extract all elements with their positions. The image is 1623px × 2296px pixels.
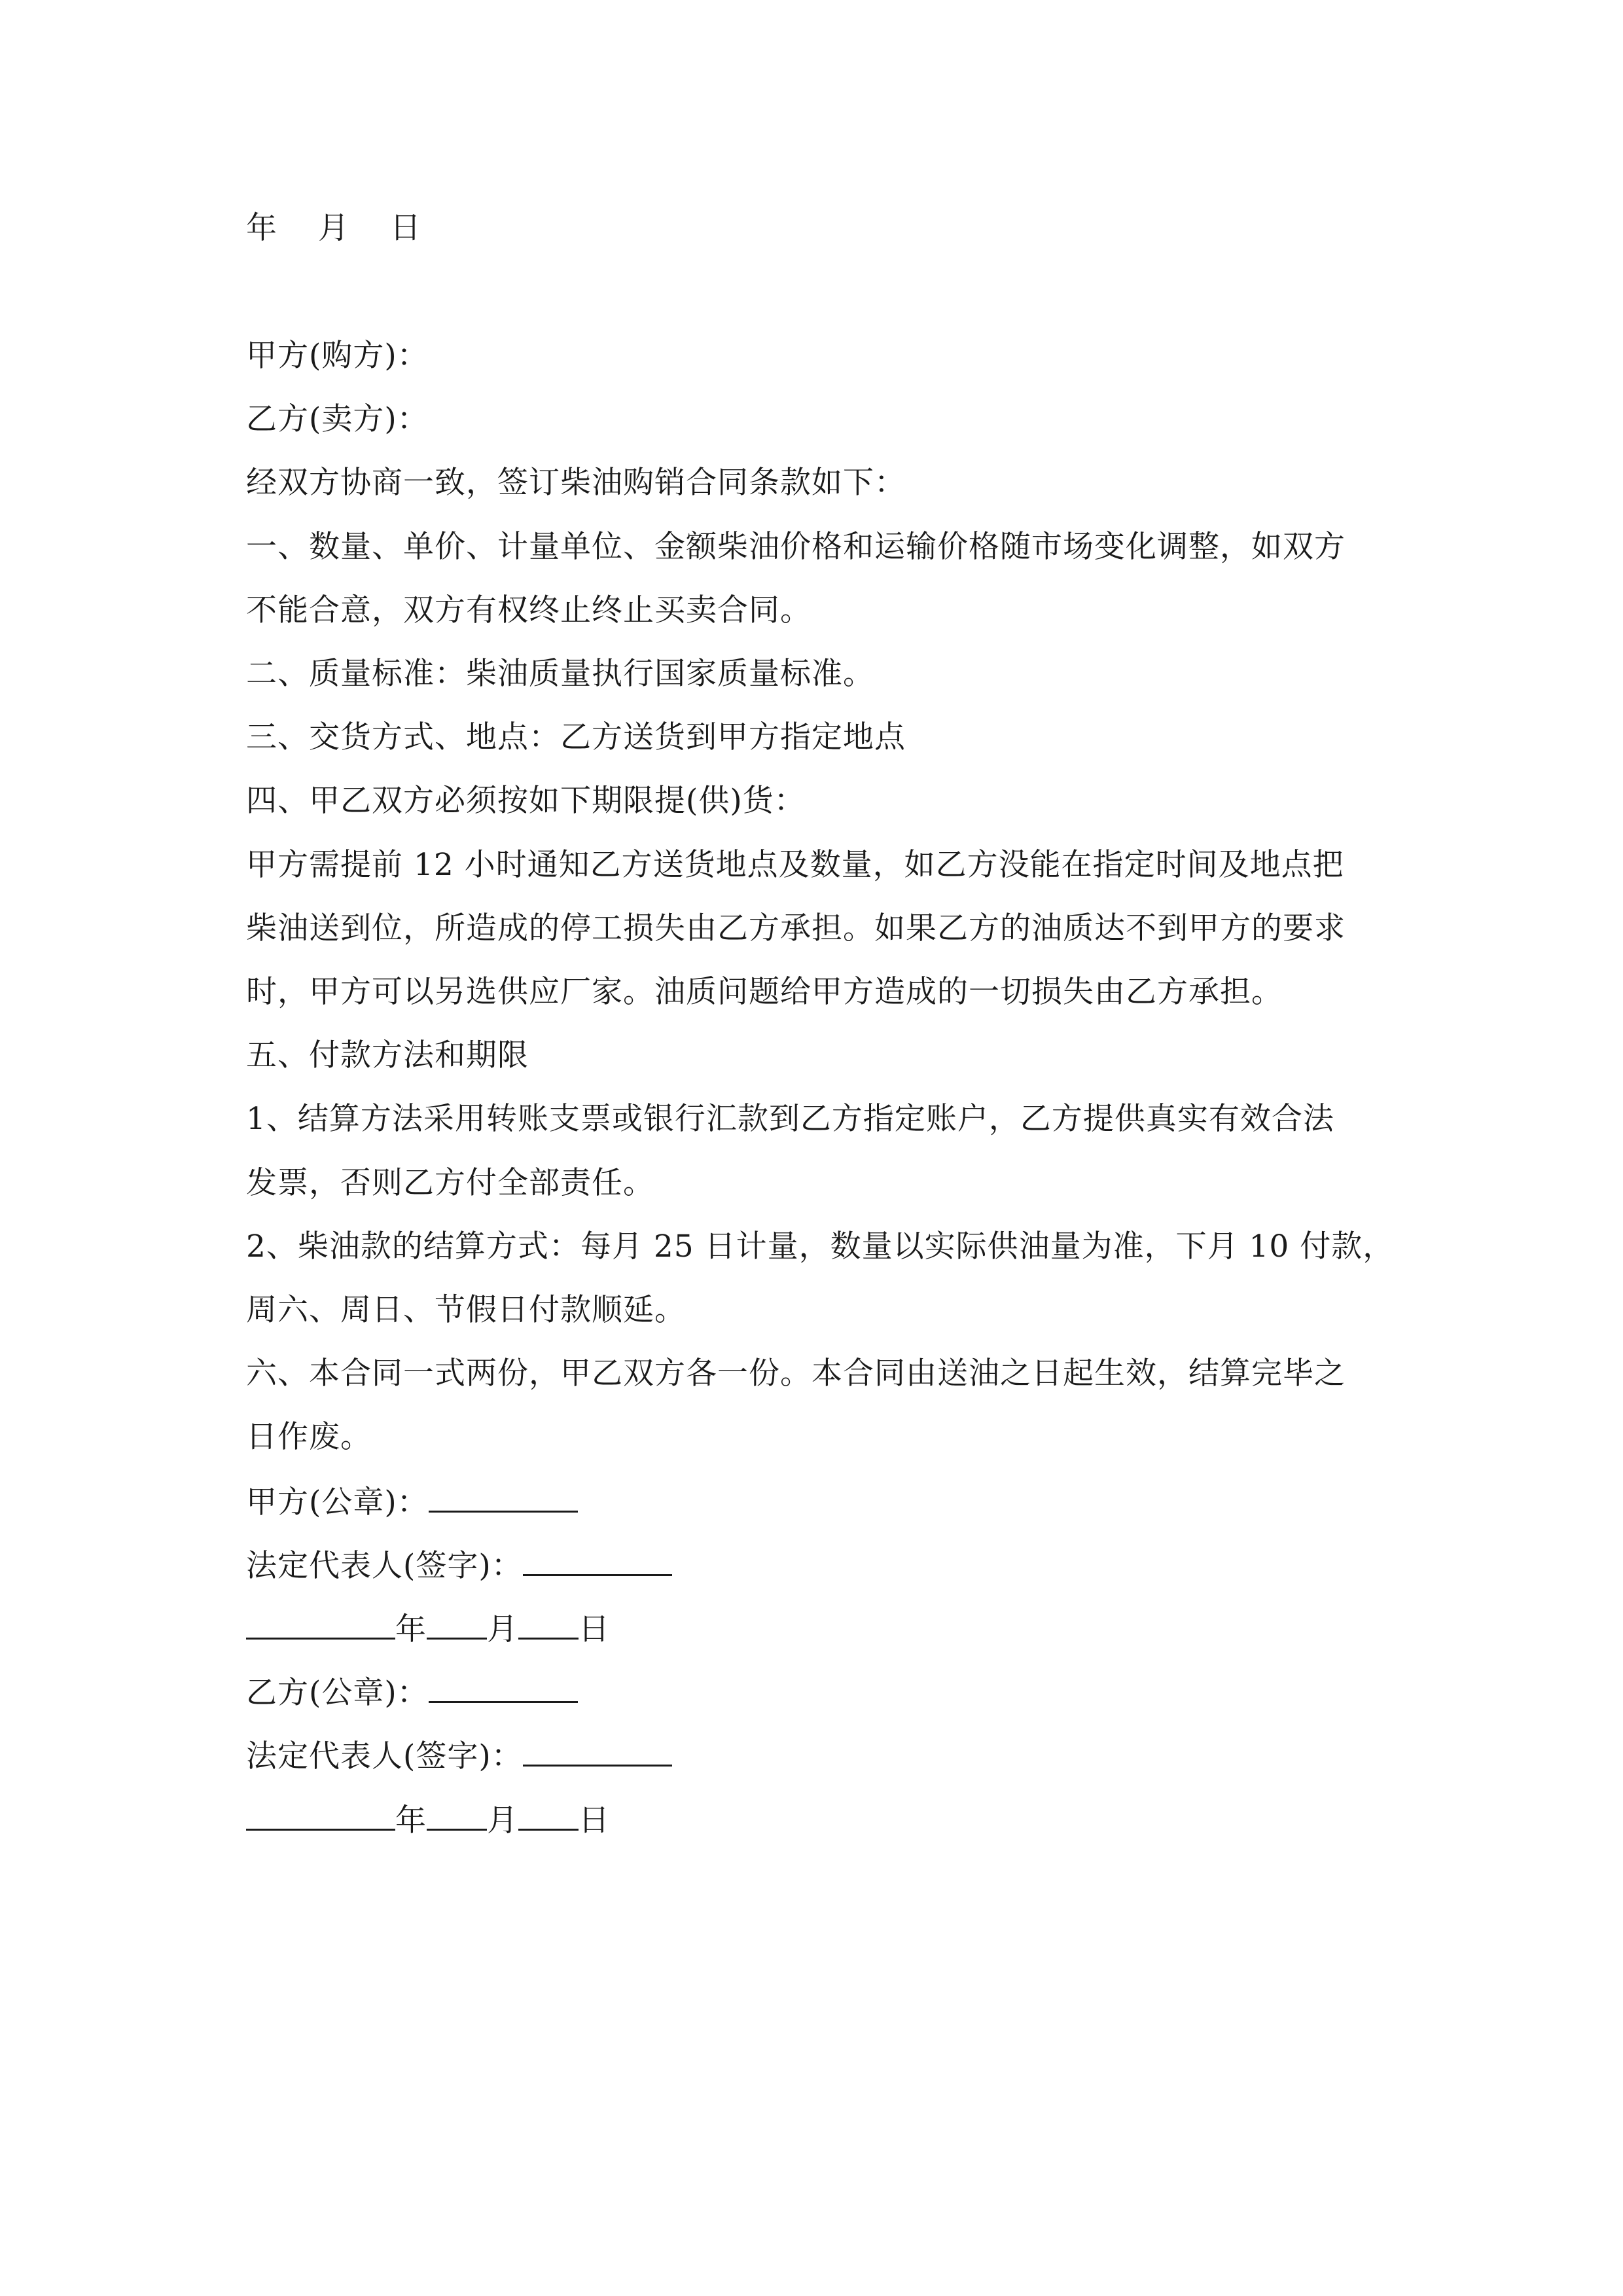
party-a-day-blank bbox=[518, 1609, 579, 1640]
party-b-rep-label: 法定代表人(签字)： bbox=[246, 1738, 523, 1774]
header-date: 年 月 日 bbox=[246, 210, 437, 246]
party-a-rep-label: 法定代表人(签字)： bbox=[246, 1548, 523, 1584]
party-a-day-label: 日 bbox=[579, 1611, 610, 1647]
party-b-seal-row bbox=[246, 1672, 578, 1713]
party-b-seal-blank bbox=[429, 1672, 578, 1703]
party-b-day-blank bbox=[518, 1800, 579, 1831]
party-a-label: 甲方(购方)： bbox=[246, 338, 429, 374]
party-b-day-label: 日 bbox=[579, 1803, 610, 1839]
clause-5-2-line-2: 周六、周日、节假日付款顺延。 bbox=[246, 1292, 686, 1328]
clause-4: 四、甲乙双方必须按如下期限提(供)货： bbox=[246, 783, 806, 819]
party-b-month-label: 月 bbox=[487, 1803, 518, 1839]
intro-text: 经双方协商一致，签订柴油购销合同条款如下： bbox=[246, 465, 906, 501]
party-a-seal-row bbox=[246, 1482, 578, 1522]
party-b-label: 乙方(卖方)： bbox=[246, 401, 429, 437]
party-a-year-blank bbox=[246, 1609, 395, 1640]
party-b-seal-label: 乙方(公章)： bbox=[246, 1675, 429, 1711]
party-a-rep-blank bbox=[523, 1545, 672, 1576]
clause-5-1-line-1: 1、结算方法采用转账支票或银行汇款到乙方指定账户，乙方提供真实有效合法 bbox=[246, 1101, 1334, 1137]
clause-5-2-line-1: 2、柴油款的结算方式：每月 25 日计量，数量以实际供油量为准，下月 10 付款， bbox=[246, 1229, 1395, 1265]
party-a-rep-row bbox=[246, 1545, 672, 1586]
clause-4-line-1: 甲方需提前 12 小时通知乙方送货地点及数量，如乙方没能在指定时间及地点把 bbox=[246, 847, 1344, 883]
party-a-date-row bbox=[246, 1609, 610, 1649]
clause-1-line-2: 不能合意，双方有权终止终止买卖合同。 bbox=[246, 592, 812, 628]
clause-1-line-1: 一、数量、单价、计量单位、金额柴油价格和运输价格随市场变化调整，如双方 bbox=[246, 529, 1346, 565]
party-a-seal-blank bbox=[429, 1482, 578, 1513]
party-a-month-label: 月 bbox=[487, 1611, 518, 1647]
clause-4-line-2: 柴油送到位，所造成的停工损失由乙方承担。如果乙方的油质达不到甲方的要求 bbox=[246, 910, 1346, 946]
party-a-month-blank bbox=[427, 1609, 487, 1640]
clause-6-line-1: 六、本合同一式两份，甲乙双方各一份。本合同由送油之日起生效，结算完毕之 bbox=[246, 1355, 1346, 1391]
party-b-rep-row bbox=[246, 1736, 672, 1776]
party-b-year-label: 年 bbox=[395, 1803, 427, 1839]
party-b-year-blank bbox=[246, 1800, 395, 1831]
party-a-year-label: 年 bbox=[395, 1611, 427, 1647]
clause-5: 五、付款方法和期限 bbox=[246, 1037, 529, 1073]
clause-5-1-line-2: 发票，否则乙方付全部责任。 bbox=[246, 1165, 654, 1201]
clause-6-line-2: 日作废。 bbox=[246, 1419, 372, 1455]
clause-4-line-3: 时，甲方可以另选供应厂家。油质问题给甲方造成的一切损失由乙方承担。 bbox=[246, 974, 1283, 1010]
party-a-seal-label: 甲方(公章)： bbox=[246, 1484, 429, 1520]
party-b-date-row bbox=[246, 1800, 610, 1840]
clause-3: 三、交货方式、地点：乙方送货到甲方指定地点 bbox=[246, 719, 906, 755]
party-b-rep-blank bbox=[523, 1736, 672, 1767]
party-b-month-blank bbox=[427, 1800, 487, 1831]
clause-2: 二、质量标准：柴油质量执行国家质量标准。 bbox=[246, 656, 874, 692]
